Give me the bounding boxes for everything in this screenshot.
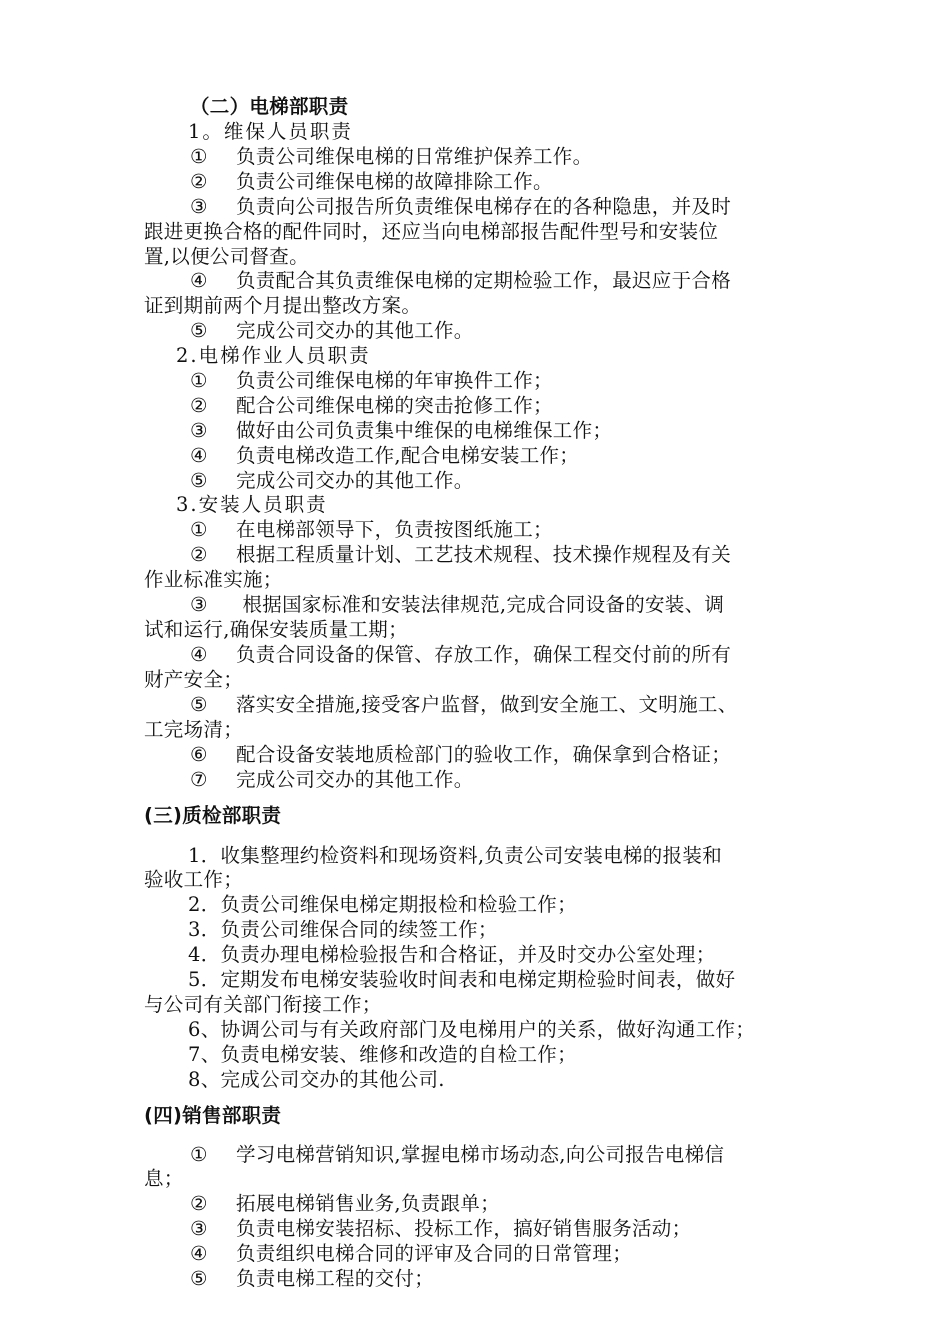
item-continuation: 工完场清； [144, 718, 244, 741]
list-item [190, 443, 579, 468]
section-4-title: (四)销售部职责 [144, 1104, 282, 1127]
list-item [190, 1216, 691, 1241]
item-number: ① [190, 518, 208, 541]
list-item [190, 592, 724, 617]
item-text: 负责配合其负责维保电梯的定期检验工作，最迟应于合格 [236, 269, 732, 292]
list-item [190, 767, 474, 792]
list-item [190, 1266, 434, 1291]
list-item [190, 1142, 724, 1167]
item-number: ② [190, 1192, 208, 1215]
item-text: 完成公司交办的其他工作。 [236, 319, 474, 342]
item-text: 负责组织电梯合同的评审及合同的日常管理； [236, 1242, 633, 1265]
item-number: ③ [190, 419, 208, 442]
list-item: 1．收集整理约检资料和现场资料,负责公司安装电梯的报装和 [188, 844, 723, 867]
item-text: 负责公司维保电梯的故障排除工作。 [236, 170, 553, 193]
list-item [190, 642, 731, 667]
item-number: ① [190, 1143, 208, 1166]
item-number: ③ [190, 1217, 208, 1240]
item-continuation: 财产安全； [144, 668, 244, 691]
item-continuation: 与公司有关部门衔接工作； [144, 993, 382, 1016]
list-item [190, 542, 731, 567]
subsection-1-title: 1。维保人员职责 [188, 120, 353, 143]
list-item [190, 418, 612, 443]
subsection-3-title: 3.安装人员职责 [176, 493, 328, 516]
list-item [190, 268, 731, 293]
item-number: ① [190, 145, 208, 168]
list-item [190, 393, 553, 418]
list-item [190, 318, 474, 343]
item-text: 负责公司维保电梯的日常维护保养工作。 [236, 145, 593, 168]
list-item [190, 468, 474, 493]
item-text: 做好由公司负责集中维保的电梯维保工作； [236, 419, 613, 442]
list-item [190, 368, 553, 393]
item-text: 负责电梯工程的交付； [236, 1267, 435, 1290]
list-item [190, 144, 592, 169]
item-number: ⑤ [190, 469, 208, 492]
item-number: ② [190, 543, 208, 566]
item-continuation: 作业标准实施； [144, 568, 283, 591]
item-number: ⑦ [190, 768, 208, 791]
section-2-title: （二）电梯部职责 [190, 95, 349, 118]
list-item: 3．负责公司维保合同的续签工作； [188, 918, 498, 941]
item-text: 完成公司交办的其他工作。 [236, 768, 474, 791]
item-number: ⑥ [190, 743, 208, 766]
item-text: 负责公司维保电梯的年审换件工作； [236, 369, 553, 392]
item-text: 落实安全措施,接受客户监督，做到安全施工、文明施工、 [236, 693, 738, 716]
item-text: 在电梯部领导下，负责按图纸施工； [236, 518, 553, 541]
list-item: 8、完成公司交办的其他公司. [188, 1068, 445, 1091]
item-continuation: 跟进更换合格的配件同时，还应当向电梯部报告配件型号和安装位 [144, 220, 719, 243]
item-continuation: 息； [144, 1167, 184, 1190]
list-item: 4．负责办理电梯检验报告和合格证，并及时交办公室处理； [188, 943, 716, 966]
item-text: 完成公司交办的其他工作。 [236, 469, 474, 492]
item-number: ③ [190, 593, 208, 616]
item-number: ② [190, 394, 208, 417]
item-number: ② [190, 170, 208, 193]
list-item: 5．定期发布电梯安装验收时间表和电梯定期检验时间表，做好 [188, 968, 736, 991]
list-item [190, 194, 731, 219]
item-text: 负责电梯安装招标、投标工作，搞好销售服务活动； [236, 1217, 692, 1240]
item-text: 负责向公司报告所负责维保电梯存在的各种隐患，并及时 [236, 195, 732, 218]
item-continuation: 试和运行,确保安装质量工期； [144, 618, 408, 641]
item-text: 根据工程质量计划、工艺技术规程、技术操作规程及有关 [236, 543, 732, 566]
subsection-2-title: 2.电梯作业人员职责 [176, 344, 371, 367]
list-item [190, 1191, 500, 1216]
list-item: 6、协调公司与有关政府部门及电梯用户的关系，做好沟通工作； [188, 1018, 756, 1041]
item-number: ① [190, 369, 208, 392]
item-text: 负责合同设备的保管、存放工作，确保工程交付前的所有 [236, 643, 732, 666]
item-number: ⑤ [190, 319, 208, 342]
item-number: ⑤ [190, 693, 208, 716]
item-text: 配合设备安装地质检部门的验收工作，确保拿到合格证； [236, 743, 732, 766]
item-number: ③ [190, 195, 208, 218]
item-text: 拓展电梯销售业务,负责跟单； [236, 1192, 500, 1215]
item-number: ⑤ [190, 1267, 208, 1290]
item-text: 配合公司维保电梯的突击抢修工作； [236, 394, 553, 417]
item-number: ④ [190, 643, 208, 666]
item-number: ④ [190, 444, 208, 467]
item-continuation: 置,以便公司督查。 [144, 245, 309, 268]
item-number: ④ [190, 269, 208, 292]
item-continuation: 验收工作； [144, 868, 244, 891]
list-item [190, 517, 553, 542]
list-item: 2．负责公司维保电梯定期报检和检验工作； [188, 893, 577, 916]
item-number: ④ [190, 1242, 208, 1265]
list-item [190, 692, 738, 717]
section-3-title: (三)质检部职责 [144, 804, 282, 827]
item-text: 学习电梯营销知识,掌握电梯市场动态,向公司报告电梯信 [236, 1143, 725, 1166]
item-text: 根据国家标准和安装法律规范,完成合同设备的安装、调 [236, 593, 725, 616]
list-item [190, 742, 731, 767]
list-item [190, 169, 553, 194]
list-item: 7、负责电梯安装、维修和改造的自检工作； [188, 1043, 577, 1066]
item-continuation: 证到期前两个月提出整改方案。 [144, 294, 422, 317]
item-text: 负责电梯改造工作,配合电梯安装工作； [236, 444, 580, 467]
list-item [190, 1241, 632, 1266]
